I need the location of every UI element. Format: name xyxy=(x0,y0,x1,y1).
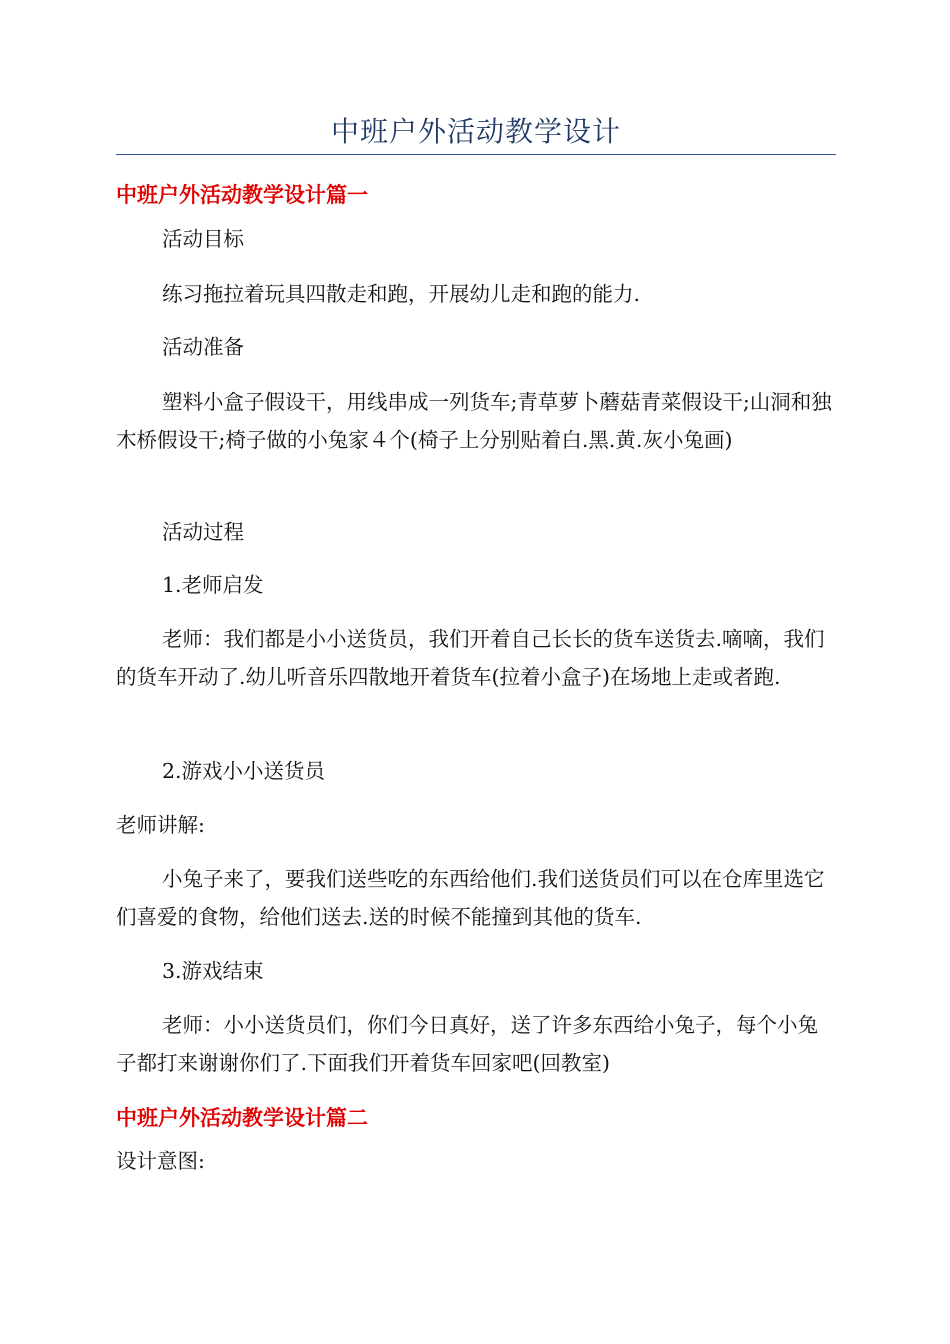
paragraph: 2.游戏小小送货员 xyxy=(162,759,326,783)
paragraph: 1.老师启发 xyxy=(162,573,264,597)
paragraph: 活动准备 xyxy=(162,335,244,359)
paragraph: 老师讲解: xyxy=(116,813,205,837)
paragraph: 小兔子来了，要我们送些吃的东西给他们.我们送货员们可以在仓库里选它们喜爱的食物，给他们送去.送的时候不能撞到其他的货车. xyxy=(116,867,825,929)
paragraph: 老师：我们都是小小送货员，我们开着自己长长的货车送货去.嘀嘀，我们的货车开动了.幼儿听音乐四散地开着货车(拉着小盒子)在场地上走或者跑. xyxy=(116,627,825,689)
title-underline xyxy=(116,154,836,155)
paragraph: 3.游戏结束 xyxy=(162,959,264,983)
document-title: 中班户外活动教学设计 xyxy=(330,115,621,148)
paragraph: 活动过程 xyxy=(162,520,244,544)
paragraph: 塑料小盒子假设干，用线串成一列货车;青草萝卜蘑菇青菜假设干;山洞和独木桥假设干;椅子做的小兔家４个(椅子上分别贴着白.黑.黄.灰小兔画) xyxy=(116,390,832,452)
paragraph: 活动目标 xyxy=(162,227,244,251)
paragraph: 设计意图: xyxy=(116,1149,205,1173)
paragraph: 老师：小小送货员们，你们今日真好，送了许多东西给小兔子，每个小兔子都打来谢谢你们了.下面我们开着货车回家吧(回教室) xyxy=(116,1013,818,1075)
paragraph: 练习拖拉着玩具四散走和跑，开展幼儿走和跑的能力. xyxy=(162,282,641,306)
section-heading-1: 中班户外活动教学设计篇一 xyxy=(116,183,368,207)
section-heading-2: 中班户外活动教学设计篇二 xyxy=(116,1106,368,1130)
